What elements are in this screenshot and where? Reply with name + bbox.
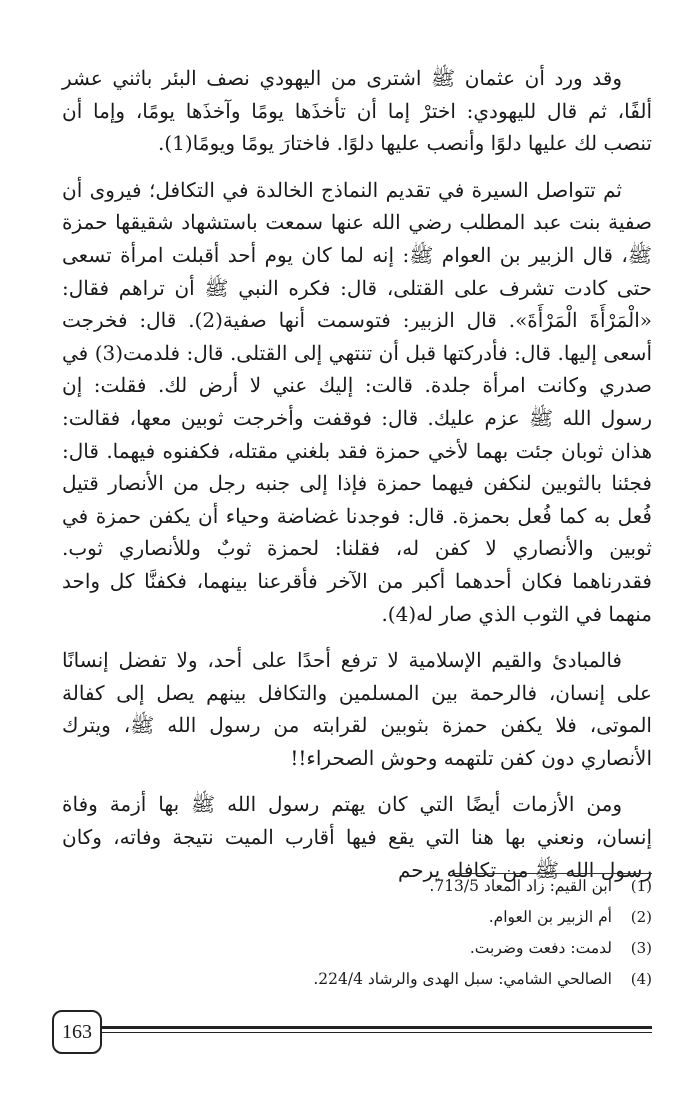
footnote: [62, 939, 652, 970]
paragraph: ثم تتواصل السيرة في تقديم النماذج الخالدة في التكافل؛ فيروى أن صفية بنت عبد المطلب رضي الله عنها سمعت باستشهاد شقيقها حمزة ﷺ، قال الزبير بن العوام ﷺ: إنه لما كان يوم أحد أقبلت امرأة تسعى حتى كادت تشرف على القتلى، قال: فكره النبي ﷺ أن تراهم فقال: «الْمَرْأَةَ الْمَرْأَةَ». قال الزبير: فتوسمت أنها صفية(2). قال: فخرجت أسعى إليها. قال: فأدركتها قبل أن تنتهي إلى القتلى. قال: فلدمت(3) في صدري وكانت امرأة جلدة. قالت: إليك عني لا أرض لك. فقلت: إن رسول الله ﷺ عزم عليك. قال: فوقفت وأخرجت ثوبين معها، فقالت: هذان ثوبان جئت بهما لأخي حمزة فقد بلغني مقتله، فكفنوه فيهما. قال: فجئنا بالثوبين لنكفن فيهما حمزة فإذا إلى جنبه رجل من الأنصار قتيل فُعل به كما فُعل بحمزة. قال: فوجدنا غضاضة وحياء أن يكفن حمزة في ثوبين والأنصاري لا كفن له، فقلنا: لحمزة ثوبٌ وللأنصاري ثوب. فقدرناهما فكان أحدهما أكبر من الآخر فأقرعنا بينهما، فكفنَّا كل واحد منهما في الثوب الذي صار له(4).: [62, 177, 653, 626]
footnote: [62, 877, 652, 908]
footnote-text: لدمت: دفعت وضربت.: [469, 939, 612, 957]
page-footer: [52, 1010, 652, 1056]
paragraph: وقد ورد أن عثمان ﷺ اشترى من اليهودي نصف البئر باثني عشر ألفًا، ثم قال لليهودي: اخترْ إما أن تأخذَها يومًا وآخذَها يومًا، وإما أن تنصب لك عليها دلوًا وأنصب عليها دلوًا. فاختارَ يومًا ويومًا(1).: [62, 66, 652, 156]
page-body: [62, 62, 652, 886]
footnote-text: ابن القيم: زاد المعاد 713/5.: [429, 877, 612, 895]
page-number: 163: [52, 1010, 102, 1054]
footnote-text: الصالحي الشامي: سبل الهدى والرشاد 224/4.: [313, 970, 612, 988]
footnote: [62, 970, 652, 1001]
footnote-text: أم الزبير بن العوام.: [488, 908, 612, 926]
paragraph: ومن الأزمات أيضًا التي كان يهتم رسول الله ﷺ بها أزمة وفاة إنسان، ونعني بها هنا التي يقع فيها أقارب الميت نتيجة وفاته، وكان رسول الله ﷺ من تكافله يرحم: [62, 792, 652, 882]
footnote-number: (3): [630, 939, 652, 957]
footer-rule: [102, 1026, 652, 1033]
footnote-number: (4): [630, 970, 652, 988]
footnote: [62, 908, 652, 939]
footnotes: [62, 877, 652, 1001]
footnote-number: (2): [630, 908, 652, 926]
footnote-separator: [452, 873, 652, 874]
footnote-number: (1): [630, 877, 652, 895]
paragraph: فالمبادئ والقيم الإسلامية لا ترفع أحدًا على أحد، ولا تفضل إنسانًا على إنسان، فالرحمة بين المسلمين والتكافل بينهم يصل إلى كفالة الموتى، فلا يكفن حمزة بثوبين لقرابته من رسول الله ﷺ، ويترك الأنصاري دون كفن تلتهمه وحوش الصحراء!!: [62, 648, 652, 770]
